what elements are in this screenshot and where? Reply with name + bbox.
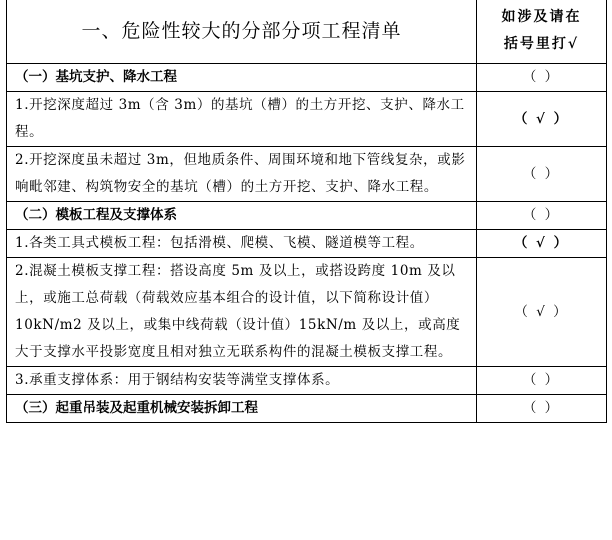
- item-row: [7, 92, 607, 147]
- section-row: [7, 64, 607, 92]
- section-title: （一）基坑支护、降水工程: [7, 64, 477, 92]
- check-mark-cell[interactable]: （ √ ）: [477, 258, 607, 367]
- check-mark-cell[interactable]: （ ）: [477, 64, 607, 92]
- item-row: [7, 147, 607, 202]
- section-title: （三）起重吊装及起重机械安装拆卸工程: [7, 395, 477, 423]
- instruction-header: [477, 0, 607, 64]
- item-row: [7, 367, 607, 395]
- check-mark-cell[interactable]: （ ）: [477, 147, 607, 202]
- section-title: （二）模板工程及支撑体系: [7, 202, 477, 230]
- table-header-row: [7, 0, 607, 64]
- instruction-line-1: 如涉及请在: [501, 9, 582, 25]
- item-text: 3.承重支撑体系：用于钢结构安装等满堂支撑体系。: [7, 367, 477, 395]
- item-text: 2.混凝土模板支撑工程：搭设高度 5m 及以上，或搭设跨度 10m 及以上，或施工总荷载（荷载效应基本组合的设计值，以下简称设计值）10kN/m2 及以上，或集中线荷载（设计值）15kN/m 及以上，或高度大于支撑水平投影宽度且相对独立无联系构件的混凝土模板支撑工程。: [7, 258, 477, 367]
- item-row: [7, 258, 607, 367]
- check-mark-cell[interactable]: （ ）: [477, 367, 607, 395]
- item-text: 1.各类工具式模板工程：包括滑模、爬模、飞模、隧道模等工程。: [7, 230, 477, 258]
- item-row: [7, 230, 607, 258]
- check-mark-cell[interactable]: （ √ ）: [477, 230, 607, 258]
- item-text: 2.开挖深度虽未超过 3m，但地质条件、周围环境和地下管线复杂，或影响毗邻建、构筑物安全的基坑（槽）的土方开挖、支护、降水工程。: [7, 147, 477, 202]
- check-mark-cell[interactable]: （ ）: [477, 202, 607, 230]
- item-text: 1.开挖深度超过 3m（含 3m）的基坑（槽）的土方开挖、支护、降水工程。: [7, 92, 477, 147]
- instruction-line-2: 括号里打√: [503, 36, 580, 52]
- check-mark-cell[interactable]: （ √ ）: [477, 92, 607, 147]
- table-title: 一、危险性较大的分部分项工程清单: [7, 0, 477, 64]
- section-row: [7, 202, 607, 230]
- section-row: [7, 395, 607, 423]
- check-mark-cell[interactable]: （ ）: [477, 395, 607, 423]
- hazard-checklist-table: [6, 0, 607, 423]
